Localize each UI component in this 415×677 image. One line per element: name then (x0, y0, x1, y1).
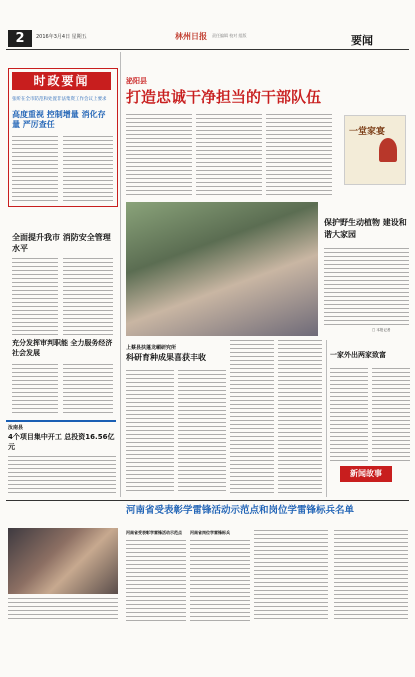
news-story-label: 新闻故事 (340, 466, 392, 482)
issue-date: 2016年3月4日 星期五 (36, 34, 87, 40)
story-body (63, 258, 113, 338)
story-kicker: 张昕在全市防范和处置非法集资工作会议上要求 (12, 97, 107, 102)
bottom-headline: 河南省受表彰学雷锋活动示范点和岗位学雷锋标兵名单 (126, 505, 355, 516)
separator-bar (6, 420, 116, 422)
story-body (178, 370, 226, 494)
story-body (63, 136, 113, 202)
header-rule (6, 49, 409, 50)
ad-text: 一堂家宴 (349, 127, 386, 137)
list-subhead: 河南省岗位学雷锋标兵 (190, 530, 230, 535)
lead-body (126, 114, 192, 198)
list-body (190, 540, 250, 622)
advertisement (344, 115, 406, 185)
list-body (254, 530, 328, 622)
feature-body (324, 248, 409, 328)
column-divider (120, 52, 121, 497)
list-subhead: 河南省受表彰学雷锋活动示范点 (126, 530, 182, 535)
lantern-icon (379, 138, 397, 162)
story-kicker: 汝南县 (8, 425, 24, 431)
page-number: 2 (8, 30, 32, 47)
story-body (330, 368, 368, 462)
feature-headline: 保护野生动植物 建设和谐大家园 (324, 218, 407, 239)
column-divider (326, 340, 327, 497)
lead-body (266, 114, 332, 198)
bottom-rule (6, 500, 409, 501)
story-headline: 4个项目集中开工 总投资16.56亿元 (8, 433, 115, 451)
story-kicker: 上蔡县扶蓬龙嵋研究所 (126, 345, 177, 351)
list-body (334, 530, 408, 622)
story-body (12, 364, 58, 416)
story-headline: 全面提升我市 消防安全管理水平 (12, 233, 111, 253)
masthead-sub: 责任编辑 校对 组版 (212, 33, 247, 38)
section-title: 要闻 (351, 34, 373, 47)
photo-caption (8, 598, 118, 622)
story-headline: 高度重视 控制增量 消化存量 严厉查任 (12, 110, 106, 129)
story-body (63, 364, 113, 416)
bottom-photo (8, 528, 118, 594)
story-body (278, 340, 322, 494)
story-body (12, 136, 58, 202)
lead-photo (126, 202, 318, 336)
list-body (126, 540, 186, 622)
story-body (372, 368, 410, 462)
lead-kicker: 泌阳县 (126, 77, 147, 85)
story-body (230, 340, 274, 494)
masthead: 林州日报 (175, 31, 207, 41)
byline: □ 本报记者 (372, 328, 391, 332)
lead-body (196, 114, 262, 198)
lead-headline: 打造忠诚干净担当的干部队伍 (126, 88, 322, 106)
story-headline: 科研育种成果喜获丰收 (126, 353, 206, 362)
box-title: 时政要闻 (12, 72, 111, 90)
story-body (126, 370, 174, 494)
story-headline: 一家外出两家致富 (330, 351, 386, 359)
story-body (8, 456, 116, 494)
story-headline: 充分发挥审判职能 全力服务经济社会发展 (12, 339, 113, 357)
story-body (12, 258, 58, 338)
